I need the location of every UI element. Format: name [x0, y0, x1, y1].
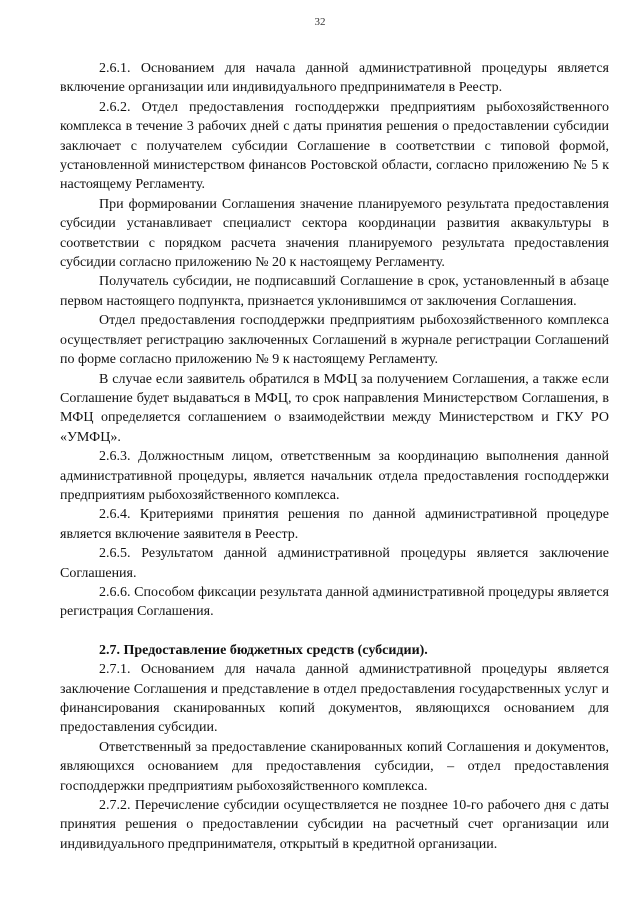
paragraph-planned-result: При формировании Соглашения значение планируемого результата предоставления субсидии устанавливает специалист сектора координации развития аквакультуры в соответствии с порядком расчета значения планируемого результата предоставления субсидии согласно приложению № 20 к настоящему Регламенту.	[60, 196, 609, 271]
section-heading-2-7: 2.7. Предоставление бюджетных средств (субсидии).	[99, 642, 428, 658]
paragraph-2-7-2: 2.7.2. Перечисление субсидии осуществляется не позднее 10-го рабочего дня с даты принятия решения о предоставлении субсидии на расчетный счет организации или индивидуального предпринимателя, открытый в кредитной организации.	[60, 798, 609, 852]
paragraph-mfc: В случае если заявитель обратился в МФЦ за получением Соглашения, а также если Соглашение будет выдаваться в МФЦ, то срок направления Министерством Соглашения, в МФЦ определяется соглашением о взаимодействии между Министерством и ГКУ РО «УМФЦ».	[60, 371, 609, 445]
paragraph-2-6-6: 2.6.6. Способом фиксации результата данной административной процедуры является регистрация Соглашения.	[60, 584, 609, 620]
paragraph-agreement-registration: Отдел предоставления господдержки предприятиям рыбохозяйственного комплекса осуществляет регистрацию заключенных Соглашений в журнале регистрации Соглашений по форме согласно приложению № 9 к настоящему Регламенту.	[60, 313, 609, 368]
document-body	[60, 59, 609, 854]
paragraph-2-6-2: 2.6.2. Отдел предоставления господдержки предприятиям рыбохозяйственного комплекса в течение 3 рабочих дней с даты принятия решения о предоставлении субсидии заключает с получателем субсидии Соглашение в соответствии с типовой формой, установленной министерством финансов Ростовской области, согласно приложению № 5 к настоящему Регламенту.	[60, 99, 609, 193]
paragraph-2-6-3: 2.6.3. Должностным лицом, ответственным за координацию выполнения данной административной процедуры, является начальник отдела предоставления господдержки предприятиям рыбохозяйственного комплекса.	[60, 449, 609, 503]
paragraph-2-7-1: 2.7.1. Основанием для начала данной административной процедуры является заключение Соглашения и представление в отдел предоставления государственных услуг и финансирования сканированных копий документов, являющихся основанием для предоставления субсидии.	[60, 662, 609, 736]
paragraph-2-6-4: 2.6.4. Критериями принятия решения по данной административной процедуре является включение заявителя в Реестр.	[60, 507, 609, 542]
paragraph-2-6-1: 2.6.1. Основанием для начала данной административной процедуры является включение организации или индивидуального предпринимателя в Реестр.	[60, 61, 609, 96]
paragraph-2-6-5: 2.6.5. Результатом данной административной процедуры является заключение Соглашения.	[60, 546, 609, 581]
paragraph-responsible-scans: Ответственный за предоставление сканированных копий Соглашения и документов, являющихся основанием для предоставления субсидии, – отдел предоставления господдержки предприятиям рыбохозяйственного комплекса.	[60, 739, 609, 794]
page-number: 32	[314, 16, 326, 28]
paragraph-unsigned-agreement: Получатель субсидии, не подписавший Соглашение в срок, установленный в абзаце первом настоящего подпункта, признается уклонившимся от заключения Соглашения.	[60, 274, 609, 309]
